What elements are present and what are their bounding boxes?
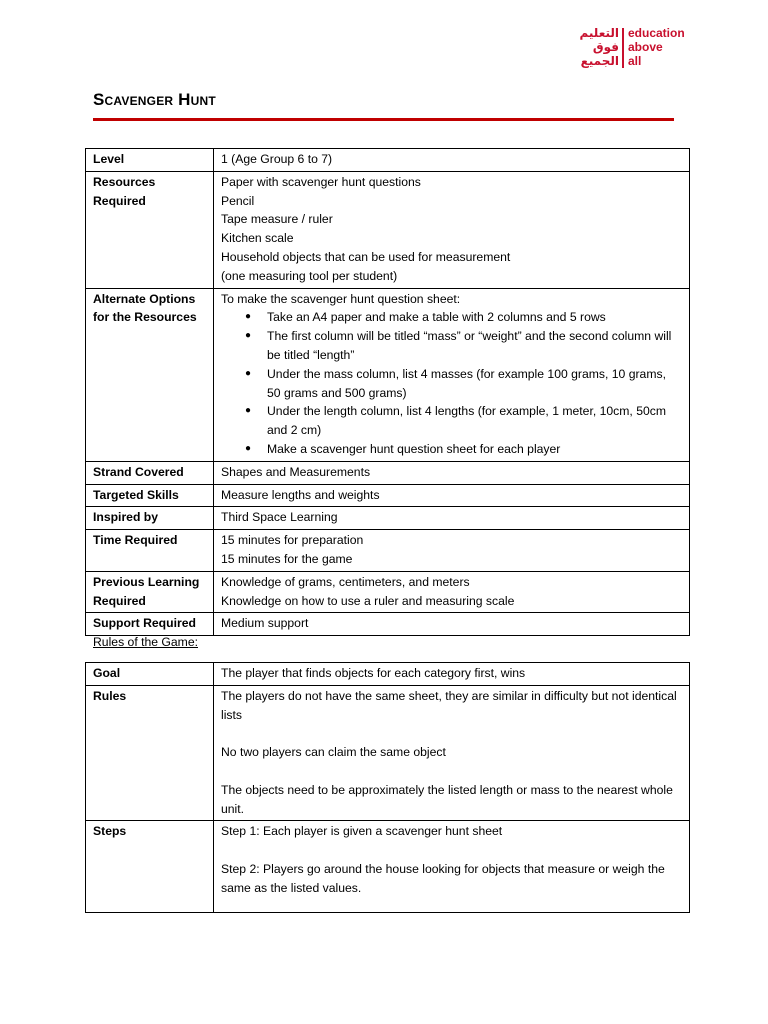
activity-info-table (85, 148, 690, 636)
table-row (86, 571, 690, 613)
logo-arabic-line: فوق (592, 40, 619, 54)
row-label: Goal (86, 663, 214, 686)
table-row (86, 461, 690, 484)
value-line: 15 minutes for the game (221, 551, 353, 566)
table-row (86, 171, 690, 288)
table-row (86, 484, 690, 507)
row-value (214, 507, 690, 530)
value-line: Tape measure / ruler (221, 212, 333, 227)
row-value (214, 461, 690, 484)
row-label: Steps (86, 821, 214, 913)
row-value (214, 149, 690, 172)
logo-english-text (628, 26, 685, 68)
value-line: Knowledge on how to use a ruler and measuring scale (221, 593, 515, 608)
row-value (214, 685, 690, 821)
row-value (214, 663, 690, 686)
paragraph-gap (221, 762, 682, 781)
value-line: 1 (Age Group 6 to 7) (221, 152, 333, 166)
list-item: ● Take an A4 paper and make a table with 2 columns and 5 rows (267, 308, 682, 327)
row-value (214, 530, 690, 572)
education-above-all-logo (560, 26, 685, 70)
rules-heading: Rules of the Game: (93, 635, 198, 649)
row-value (214, 571, 690, 613)
table-row (86, 507, 690, 530)
value-line: No two players can claim the same object (221, 745, 446, 760)
table-row (86, 288, 690, 461)
table-row (86, 613, 690, 636)
row-value (214, 484, 690, 507)
row-value (214, 821, 690, 913)
logo-english-line: all (628, 54, 642, 68)
row-value (214, 288, 690, 461)
value-line: Measure lengths and weights (221, 487, 380, 502)
logo-arabic-text (580, 26, 620, 68)
table-row (86, 663, 690, 686)
value-line: The player that finds objects for each category first, wins (221, 666, 526, 680)
logo-arabic-line: الجميع (580, 54, 619, 68)
list-item: ● The first column will be titled “mass” or “weight” and the second column will be titled “length” (267, 327, 682, 365)
value-line: Third Space Learning (221, 510, 338, 525)
row-value (214, 171, 690, 288)
bullet-list (221, 308, 682, 458)
row-label: Level (86, 149, 214, 172)
value-line: Household objects that can be used for measurement (221, 249, 511, 264)
page-title: Scavenger Hunt (93, 90, 216, 109)
title-underline (93, 118, 674, 121)
table-row (86, 530, 690, 572)
table-row (86, 821, 690, 913)
row-label: Previous Learning Required (86, 571, 214, 613)
value-line: Step 1: Each player is given a scavenger hunt sheet (221, 824, 503, 839)
paragraph-gap (221, 841, 682, 860)
row-label: Support Required (86, 613, 214, 636)
list-item: ● Make a scavenger hunt question sheet for each player (267, 440, 682, 459)
value-line: Medium support (221, 616, 309, 631)
table-row (86, 149, 690, 172)
logo-divider (622, 28, 624, 68)
row-label: Time Required (86, 530, 214, 572)
value-line: Step 2: Players go around the house looking for objects that measure or weigh the same as the listed values. (221, 861, 665, 895)
row-label: Resources Required (86, 171, 214, 288)
row-label: Rules (86, 685, 214, 821)
value-line: 15 minutes for preparation (221, 533, 364, 548)
value-line: Shapes and Measurements (221, 464, 371, 479)
row-label: Strand Covered (86, 461, 214, 484)
row-label: Alternate Options for the Resources (86, 288, 214, 461)
paragraph-gap (221, 724, 682, 743)
logo-arabic-line: التعليم (579, 26, 619, 40)
value-line: The objects need to be approximately the listed length or mass to the nearest whole unit. (221, 782, 673, 816)
value-line: To make the scavenger hunt question sheet: (221, 291, 461, 306)
value-line: Paper with scavenger hunt questions (221, 174, 421, 189)
row-label: Inspired by (86, 507, 214, 530)
value-line: Kitchen scale (221, 231, 294, 246)
logo-english-line: education (628, 26, 685, 40)
value-line: Knowledge of grams, centimeters, and meters (221, 574, 470, 589)
value-line: The players do not have the same sheet, they are similar in difficulty but not identical lists (221, 688, 677, 722)
row-label: Targeted Skills (86, 484, 214, 507)
list-item: ● Under the mass column, list 4 masses (for example 100 grams, 10 grams, 50 grams and 500 grams) (267, 365, 682, 403)
value-line: (one measuring tool per student) (221, 268, 398, 283)
value-line: Pencil (221, 193, 255, 208)
logo-english-line: above (628, 40, 663, 54)
rules-table (85, 662, 690, 913)
list-item: ● Under the length column, list 4 lengths (for example, 1 meter, 10cm, 50cm and 2 cm) (267, 402, 682, 440)
row-value (214, 613, 690, 636)
table-row (86, 685, 690, 821)
